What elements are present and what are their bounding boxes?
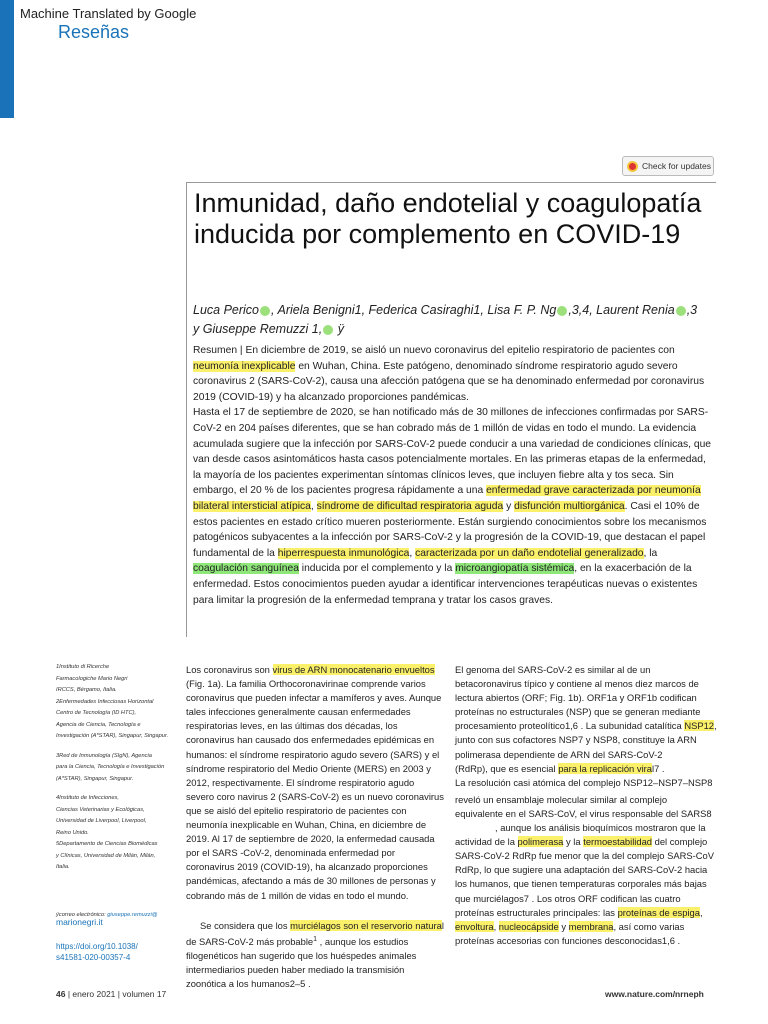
highlight-yellow: caracterizada por un daño endotelial generalizado bbox=[415, 547, 644, 559]
highlight-yellow: enfermedad grave caracterizada por neumonía bilateral intersticial atípica bbox=[193, 485, 701, 512]
orcid-icon[interactable] bbox=[676, 306, 686, 316]
affiliation-line: 5Departamento de Ciencias Biomédicas bbox=[56, 841, 158, 847]
text: Los coronavirus son bbox=[186, 664, 273, 675]
text: del complejo SARS-CoV-2 RdRp fue menor que la del complejo SARS-CoV RdRp, lo que sugiere una adaptación del SARS-CoV-2 hacia los humanos, que tienen temperaturas corporales más bajas que murciélagos7 . Los otros ORF codifican las cuatro proteínas estructurales principales: las bbox=[455, 836, 714, 918]
affiliation-line: Agencia de Ciencia, Tecnología e bbox=[56, 721, 141, 728]
text: l7 . bbox=[651, 762, 665, 774]
affiliation-line: 4Instituto de Infecciones, bbox=[56, 795, 119, 801]
text: , así como varias proteínas accesorias con funciones desconocidas1,6 . bbox=[455, 920, 685, 946]
text: Hasta el 17 de septiembre de 2020, se han notificado más de 30 millones de infecciones confirmadas por SARS-CoV-2 en 204 países diferentes, que se han cobrado más de 1 millón de vidas en todo el mundo. La evidencia acumulada sugiere que la infección por SARS-CoV-2 puede conducir a una variedad de condiciones clínicas, que van desde casos asintomáticos hasta casos potencialmente mortales. En las primeras etapas de la enfermedad, la mayoría de los pacientes experimentan síntomas clínicos leves, que incluyen fiebre alta y tos seca. Sin embargo, el 20 % de los pacientes progresa rápidamente a una bbox=[193, 407, 712, 497]
doi-line: s41581-020-00357-4 bbox=[56, 953, 131, 962]
highlight-yellow: envoltura bbox=[455, 920, 494, 932]
highlight-yellow: síndrome de dificultad respiratoria aguda bbox=[316, 500, 504, 512]
affiliation-line: Universidad de Liverpool, Liverpool, bbox=[56, 818, 147, 824]
affiliation-line: (A*STAR), Singapur, Singapur. bbox=[56, 775, 134, 782]
body-column-left bbox=[186, 663, 444, 991]
body-paragraph bbox=[455, 663, 717, 762]
affiliation-line: Ciencias Veterinarias y Ecológicas, bbox=[56, 806, 145, 813]
highlight-yellow: hiperrespuesta inmunológica bbox=[277, 547, 410, 559]
orcid-icon[interactable] bbox=[557, 306, 567, 316]
highlight-yellow: membrana bbox=[568, 920, 614, 932]
author-name: Luca Perico bbox=[193, 303, 260, 317]
affiliation-line: IRCCS, Bérgamo, Italia. bbox=[56, 687, 117, 693]
affiliation-line: Centro de Tecnología (ID HTC), bbox=[56, 710, 137, 716]
highlight-green: coagulación sanguínea bbox=[193, 563, 299, 575]
orcid-icon[interactable] bbox=[260, 306, 270, 316]
highlight-yellow: para la replicación vira bbox=[558, 762, 652, 774]
author-list bbox=[193, 301, 716, 339]
text: . Casi el 10% de estos pacientes en estado crítico mueren posteriormente. Están surgiendo conocimientos sobre los mecanismos patogénicos subyacentes a la infección por SARS-CoV-2 y la progresión de la COVID-19, que destacan el papel fundamental de la bbox=[193, 500, 707, 559]
highlight-yellow: polimerasa bbox=[517, 836, 564, 848]
body-paragraph bbox=[186, 919, 444, 992]
highlight-yellow: termoestabilidad bbox=[583, 836, 653, 848]
text: , bbox=[310, 500, 317, 512]
body-paragraph bbox=[455, 762, 717, 776]
body-paragraph bbox=[186, 663, 444, 903]
check-for-updates-label: Check for updates bbox=[642, 161, 711, 171]
text: Resumen | En diciembre de 2019, se aisló un nuevo coronavirus del epitelio respiratorio de pacientes con bbox=[193, 345, 675, 356]
doi-line: https://doi.org/10.1038/ bbox=[56, 942, 138, 951]
affiliation-line: 1Instituto di Ricerche bbox=[56, 664, 110, 670]
text: El genoma del SARS-CoV-2 es similar al de un betacoronavirus típico y contiene al menos diez marcos de lectura abiertos (ORF; Fig. 1b). ORF1a y ORF1b codifican proteínas no estructurales (NSP) que se generan mediante procesamiento proteolítico1,6 . La subunidad catalítica bbox=[455, 664, 701, 732]
journal-url[interactable]: www.nature.com/nrneph bbox=[605, 989, 704, 999]
author-name: , Ariela Benigni1, Federica Casiraghi1, Lisa F. P. Ng bbox=[271, 303, 557, 317]
text: inducida por el complemento y la bbox=[298, 563, 456, 575]
text: , junto con sus cofactores NSP7 y NSP8, constituye la ARN polimerasa dependiente de ARN del SARS-CoV-2 bbox=[455, 720, 717, 760]
highlight-green: microangiopatía sistémica bbox=[455, 563, 575, 575]
text: (Fig. 1a). La familia Orthocoronavirinae comprende varios coronavirus que pueden infectar a mamíferos y aves. Aunque tales infecciones generalmente causan enfermedades respiratorias leves, en las últimas dos décadas, los coronavirus han causado dos enfermedades epidémicas en humanos: el síndrome respiratorio agudo severo (SARS) y el síndrome respiratorio del Medio Oriente (MERS) en 2003 y 2012, respectivamente. El síndrome respiratorio agudo severo coro navirus 2 (SARS-CoV-2) es un nuevo coronavirus que se aisló del epitelio respiratorio de pacientes con neumonía inexplicable en Wuhan, China, en diciembre de 2019. Al 17 de septiembre de 2020, la enfermedad causada por el SARS -CoV-2, denominada enfermedad por coronavirus 2019 (COVID-19), ha alcanzado proporciones pandémicas, afectando a más de 30 millones de personas y cobrando más de 1 millón de vidas en todo el mundo. bbox=[186, 678, 444, 901]
text: , bbox=[493, 920, 499, 932]
corresponding-email bbox=[56, 912, 178, 927]
highlight-yellow: proteínas de espiga bbox=[617, 906, 700, 918]
body-column-right bbox=[455, 663, 717, 948]
crossmark-icon bbox=[627, 161, 638, 172]
highlight-yellow: disfunción multiorgánica bbox=[514, 500, 625, 512]
highlight-yellow: neumonía inexplicable bbox=[193, 360, 296, 372]
abstract bbox=[193, 343, 714, 608]
abstract-paragraph bbox=[193, 343, 714, 405]
citation-superscript: 1 bbox=[313, 935, 318, 943]
abstract-paragraph bbox=[193, 405, 714, 608]
body-paragraph bbox=[455, 821, 717, 948]
body-paragraph: La resolución casi atómica del complejo NSP12–NSP7–NSP8 bbox=[455, 776, 713, 788]
text: Se considera que los bbox=[200, 919, 291, 931]
affiliation-line: Farmacologiche Mario Negri bbox=[56, 675, 128, 682]
text: y la bbox=[563, 836, 584, 848]
machine-translated-banner: Machine Translated by Google bbox=[20, 6, 197, 21]
text: , aunque los análisis bioquímicos mostraron que la actividad de la bbox=[455, 822, 706, 848]
text: , la bbox=[643, 547, 658, 559]
text: , en la exacerbación de la enfermedad. Estos conocimientos pueden ayudar a identificar intervenciones terapéuticas nuevas o existentes para limitar la progresión de la enfermedad temprana y tratar los casos graves. bbox=[193, 563, 698, 606]
affiliations bbox=[56, 662, 176, 874]
email-domain-link[interactable]: marionegri.it bbox=[56, 917, 103, 927]
highlight-yellow: murciélagos son el reservorio natura bbox=[290, 919, 442, 931]
highlight-yellow: virus de ARN monocatenario envueltos bbox=[272, 664, 435, 675]
affiliation-line: Investigación (A*STAR), Singapur, Singapur. bbox=[56, 733, 169, 739]
affiliation-line: 2Enfermedades Infecciosas Horizontal bbox=[56, 698, 154, 705]
text: y bbox=[503, 500, 515, 512]
affiliation-line: y Clínicas, Universidad de Milán, Milán, bbox=[56, 852, 156, 859]
email-label: ÿcorreo electrónico: bbox=[56, 912, 108, 918]
email-link[interactable]: giuseppe.remuzzi@ bbox=[107, 912, 158, 918]
page-number: 46 bbox=[56, 989, 66, 999]
text: y bbox=[558, 920, 569, 932]
author-mark: ÿ bbox=[334, 322, 344, 336]
text: en Wuhan, China. Este patógeno, denominado síndrome respiratorio agudo severo coronavirus 2 (SARS-CoV-2), causa una afección patógena que se ha denominado enfermedad por coronavirus 2019 (COVID-19) y ha alcanzado proporciones pandémicas. bbox=[193, 360, 705, 403]
affiliation-line: Italia. bbox=[56, 864, 70, 870]
text: , bbox=[699, 906, 703, 918]
check-for-updates-button[interactable] bbox=[622, 156, 714, 176]
author-affiliation: ,3 bbox=[686, 303, 698, 317]
affiliation-line: Reino Unido. bbox=[56, 829, 89, 836]
text: l de SARS-CoV-2 más probable bbox=[186, 919, 444, 947]
article-title: Inmunidad, daño endotelial y coagulopatía inducida por complemento en COVID-19 bbox=[194, 188, 702, 249]
text: , aunque los estudios filogenéticos han sugerido que los huéspedes animales intermediarios pueden haber mediado la transmisión zoonótica a los humanos2–5 . bbox=[186, 935, 417, 990]
author-name: y Giuseppe Remuzzi 1, bbox=[193, 322, 323, 336]
doi-link[interactable] bbox=[56, 941, 178, 963]
affiliation-line: 3Red de Inmunología (SIgN), Agencia bbox=[56, 752, 152, 759]
affiliation-line: para la Ciencia, Tecnología e Investigación bbox=[56, 764, 165, 770]
highlight-yellow: nucleocápside bbox=[498, 920, 559, 932]
body-paragraph: reveló un ensamblaje molecular similar al complejo equivalente en el SARS-CoV, el virus responsable del SARS8 bbox=[455, 793, 712, 819]
author-name: ,3,4, Laurent Renia bbox=[568, 303, 675, 317]
section-label: Reseñas bbox=[58, 22, 130, 42]
text: (RdRp), que es esencial bbox=[455, 762, 559, 774]
highlight-yellow: NSP12 bbox=[684, 720, 715, 732]
orcid-icon[interactable] bbox=[323, 325, 333, 335]
section-color-bar bbox=[0, 0, 14, 118]
issue-info: | enero 2021 | volumen 17 bbox=[65, 989, 167, 999]
page-footer-info bbox=[56, 989, 166, 999]
text: , bbox=[409, 547, 416, 559]
